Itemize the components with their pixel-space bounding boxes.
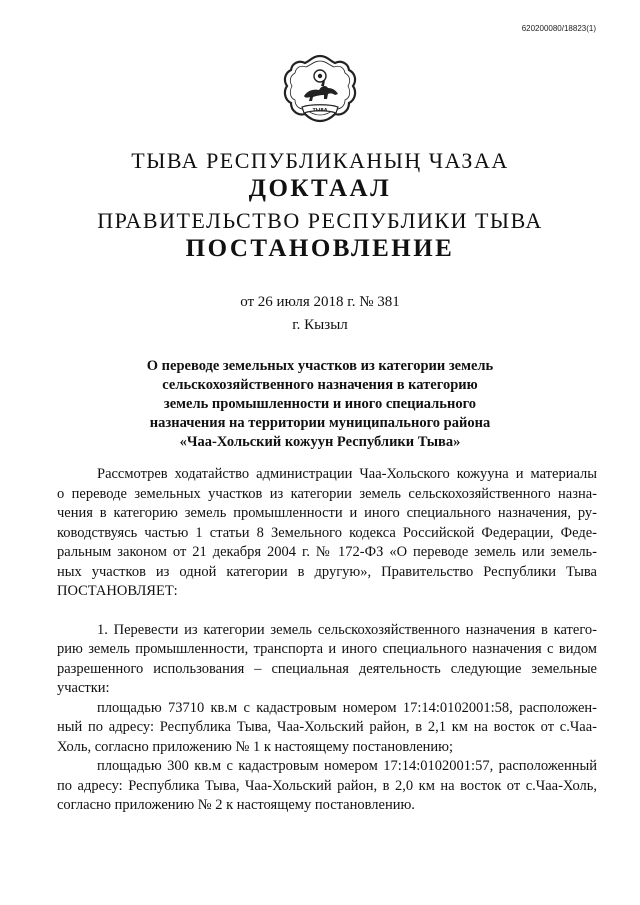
tuva-coat-of-arms-icon [280,52,360,132]
body-line: ководствуясь частью 1 статьи 8 Земельного кодекса Российской Федерации, Феде- [57,524,597,541]
emblem-banner-text: ТЫВА [312,108,328,114]
decree-title-line: О переводе земельных участков из категории земель [146,358,494,374]
body-line: по адресу: Республика Тыва, Чаа-Хольский район, в 2,0 км на восток от с.Чаа-Холь, [57,777,597,794]
header-tuvan-government: ТЫВА РЕСПУБЛИКАНЫҢ ЧАЗАА [131,148,509,173]
decree-date-number: от 26 июля 2018 г. № 381 [240,294,400,310]
body-line: ральным законом от 21 декабря 2004 г. № 172-ФЗ «О переводе земель или земель- [57,544,597,560]
decree-title [110,357,530,452]
decree-title-line: назначения на территории муниципального района [149,415,491,431]
body-line: ный по адресу: Республика Тыва, Чаа-Хольский район, в 2,1 км на восток от с.Чаа- [57,719,597,735]
body-line: Холь, согласно приложению № 1 к настоящему постановлению; [57,738,454,755]
body-line: рию земель промышленности, транспорта и иного специального назначения с видом [57,641,597,657]
body-line: ПОСТАНОВЛЯЕТ: [57,583,178,599]
header-russian-decree: ПОСТАНОВЛЕНИЕ [185,235,455,262]
decree-city: г. Кызыл [292,317,348,333]
paragraph-item-1 [57,621,597,699]
paragraph-preamble [57,465,597,602]
body-line: площадью 73710 кв.м с кадастровым номером 17:14:0102001:58, расположен- [97,699,597,716]
body-line: разрешенного использования – специальная деятельность следующие земельные [57,660,597,677]
decree-title-line: земель промышленности и иного специального [163,396,477,412]
header-tuvan-decree: ДОКТААЛ [248,175,392,202]
paragraph-gap [57,602,597,621]
body-line: о переводе земельных участков из категории земель сельскохозяйственного назна- [57,485,597,502]
body-line: ных участков из одной категории в другую», Правительство Республики Тыва [57,563,597,580]
document-number: 620200080/18823(1) [521,24,596,33]
decree-body [57,465,597,816]
body-line: 1. Перевести из категории земель сельскохозяйственного назначения в катего- [97,621,597,638]
body-line: Рассмотрев ходатайство администрации Чаа-Хольского кожууна и материалы [97,466,597,482]
decree-title-line: «Чаа-Хольский кожуун Республики Тыва» [179,434,461,450]
body-line: площадью 300 кв.м с кадастровым номером 17:14:0102001:57, расположенный [97,758,597,774]
header-russian-government: ПРАВИТЕЛЬСТВО РЕСПУБЛИКИ ТЫВА [97,208,543,233]
body-line: чения в категорию земель промышленности и иного специального назначения, ру- [57,505,597,521]
body-line: согласно приложению № 2 к настоящему постановлению. [57,797,415,813]
body-line: участки: [57,680,110,696]
decree-title-line: сельскохозяйственного назначения в категорию [162,377,478,393]
land-plot-1 [57,699,597,758]
land-plot-2 [57,757,597,816]
